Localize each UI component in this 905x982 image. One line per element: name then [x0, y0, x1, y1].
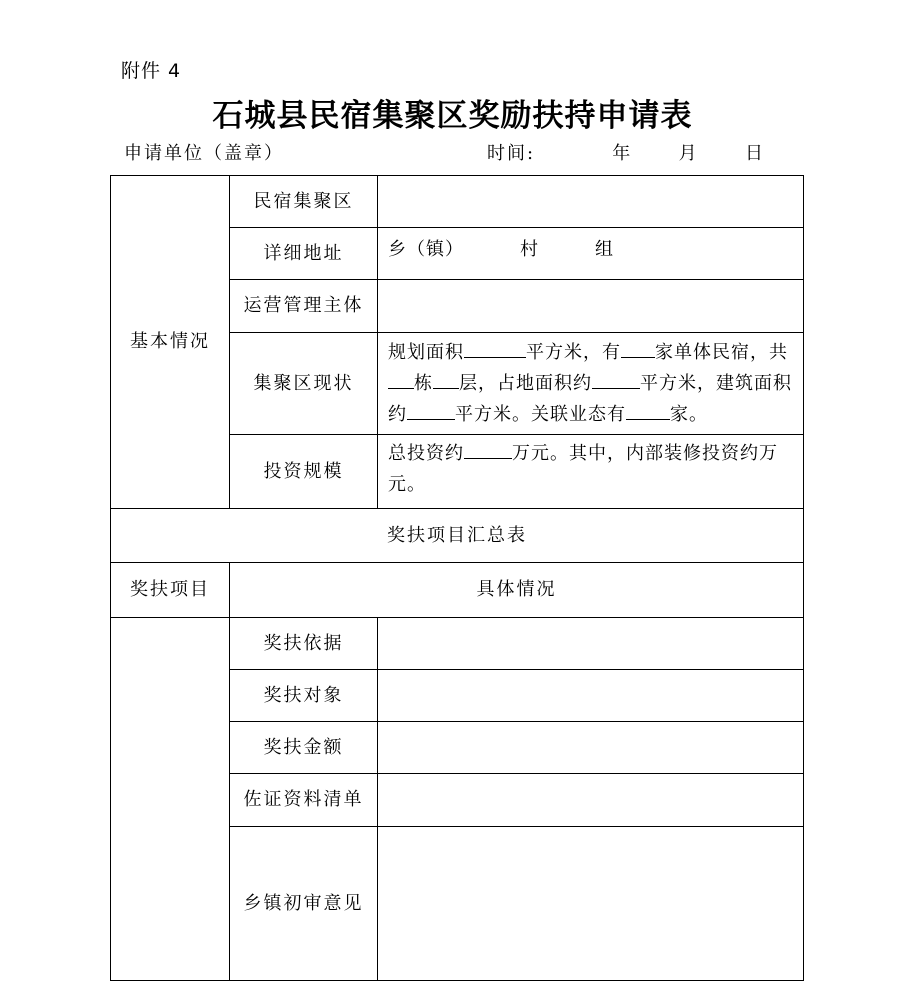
application-form-table	[110, 175, 804, 981]
applicant-label: 申请单位（盖章）	[124, 143, 284, 164]
table-row	[111, 176, 804, 228]
award-item-cell[interactable]	[111, 618, 230, 981]
address-label: 详细地址	[230, 228, 378, 280]
award-amount-label: 奖扶金额	[230, 722, 378, 774]
status-text-8: 家。	[670, 404, 708, 425]
status-text-2: 平方米，有	[526, 342, 621, 363]
award-target-label: 奖扶对象	[230, 670, 378, 722]
investment-text-2: 万元。其中，内部装修投资约万元。	[388, 443, 778, 495]
township-review-field[interactable]	[378, 827, 804, 981]
investment-field[interactable]	[378, 435, 804, 509]
total-investment-blank[interactable]	[464, 438, 512, 459]
evidence-list-field[interactable]	[378, 774, 804, 827]
status-text-4: 栋	[414, 373, 433, 394]
investment-label: 投资规模	[230, 435, 378, 509]
award-basis-label: 奖扶依据	[230, 618, 378, 670]
status-text-7: 平方米。关联业态有	[455, 404, 626, 425]
item-column-header: 奖扶项目	[111, 563, 230, 618]
homestay-count-blank[interactable]	[621, 337, 655, 358]
planned-area-blank[interactable]	[464, 337, 526, 358]
related-business-blank[interactable]	[626, 399, 670, 420]
operator-label: 运营管理主体	[230, 280, 378, 333]
cluster-name-field[interactable]	[378, 176, 804, 228]
operator-field[interactable]	[378, 280, 804, 333]
attachment-number: 附件 4	[121, 60, 182, 82]
evidence-list-label: 佐证资料清单	[230, 774, 378, 827]
table-row	[111, 563, 804, 618]
basic-info-section-label: 基本情况	[111, 176, 230, 509]
investment-text-1: 总投资约	[388, 443, 464, 464]
table-row	[111, 618, 804, 670]
table-row	[111, 509, 804, 563]
address-group: 组	[595, 239, 614, 260]
detail-column-header: 具体情况	[230, 563, 804, 618]
page-title: 石城县民宿集聚区奖励扶持申请表	[212, 98, 693, 134]
time-label: 时间: 年 月 日	[487, 143, 765, 164]
building-area-blank[interactable]	[407, 399, 455, 420]
status-text-1: 规划面积	[388, 342, 464, 363]
building-count-blank[interactable]	[388, 368, 414, 389]
status-text-5: 层，占地面积约	[459, 373, 592, 394]
floor-count-blank[interactable]	[433, 368, 459, 389]
address-field[interactable]	[378, 228, 804, 280]
status-text-3: 家单体民宿，共	[655, 342, 788, 363]
status-text-6: 平方米，建筑面积约	[388, 373, 792, 425]
summary-title: 奖扶项目汇总表	[111, 509, 804, 563]
award-target-field[interactable]	[378, 670, 804, 722]
address-village: 村	[520, 239, 539, 260]
township-review-label: 乡镇初审意见	[230, 827, 378, 981]
award-amount-field[interactable]	[378, 722, 804, 774]
status-label: 集聚区现状	[230, 333, 378, 435]
cluster-name-label: 民宿集聚区	[230, 176, 378, 228]
address-township: 乡（镇）	[388, 239, 464, 260]
award-basis-field[interactable]	[378, 618, 804, 670]
status-field[interactable]	[378, 333, 804, 435]
land-area-blank[interactable]	[592, 368, 640, 389]
